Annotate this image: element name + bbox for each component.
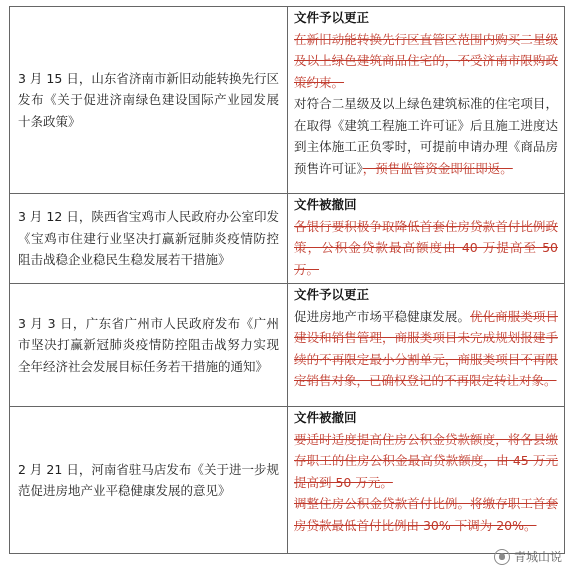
row-1-status-title: 文件予以更正	[294, 10, 370, 25]
row-3-source-cell	[10, 284, 288, 407]
row-3-retained-text: 促进房地产市场平稳健康发展。	[294, 308, 471, 324]
wechat-logo-icon	[494, 549, 510, 565]
row-1-struck-text: 在新旧动能转换先行区直管区范围内购买二星级及以上绿色建筑商品住宅的，不受济南市限购政策约束。	[294, 31, 558, 90]
row-3-source-text: 3 月 3 日，广东省广州市人民政府发布《广州市坚决打赢新冠肺炎疫情防控阻击战努力实现全年经济社会发展目标任务若干措施的通知》	[18, 315, 279, 374]
policy-table	[9, 6, 565, 554]
row-1-source-cell	[10, 7, 288, 194]
row-2-source-cell	[10, 194, 288, 284]
row-3-struck-text: 优化商服类项目建设和销售管理，商服类项目未完成规划报建手续的不再限定最小分割单元，商服类项目不再限定销售对象，已确权登记的不再限定转让对象。	[294, 308, 558, 388]
table-row	[10, 284, 565, 407]
table-row	[10, 407, 565, 554]
row-3-status-title: 文件予以更正	[294, 287, 370, 302]
row-3-change-cell	[288, 284, 565, 407]
row-1-struck-tail: ，预售监管资金即征即返。	[362, 160, 513, 176]
watermark	[494, 548, 562, 565]
row-1-change-cell	[288, 7, 565, 194]
row-4-status-title: 文件被撤回	[294, 410, 357, 425]
row-2-status-title: 文件被撤回	[294, 197, 357, 212]
row-4-struck-text-2: 调整住房公积金贷款首付比例。将缴存职工首套房贷款最低首付比例由 30% 下调为 20%。	[294, 496, 558, 533]
table-row	[10, 194, 565, 284]
table-row	[10, 7, 565, 194]
row-2-change-cell	[288, 194, 565, 284]
row-4-source-text: 2 月 21 日，河南省驻马店发布《关于进一步规范促进房地产业平稳健康发展的意见》	[18, 461, 279, 498]
row-1-retained-text: 对符合二星级及以上绿色建筑标准的住宅项目，在取得《建筑工程施工许可证》后且施工进度达到主体施工正负零时，可提前申请办理《商品房预售许可证》	[294, 96, 558, 176]
row-1-source-text: 3 月 15 日，山东省济南市新旧动能转换先行区发布《关于促进济南绿色建设国际产业园发展十条政策》	[18, 70, 279, 129]
row-4-change-cell	[288, 407, 565, 554]
watermark-text: 青城山说	[513, 550, 562, 564]
row-4-struck-text-1: 要适时适度提高住房公积金贷款额度，将各县缴存职工的住房公积金最高贷款额度，由 45 万元提高到 50 万元。	[294, 431, 558, 490]
row-4-source-cell	[10, 407, 288, 554]
row-2-struck-text: 各银行要积极争取降低首套住房贷款首付比例政策，公积金贷款最高额度由 40 万提高至 50 万。	[294, 218, 558, 277]
row-2-source-text: 3 月 12 日，陕西省宝鸡市人民政府办公室印发《宝鸡市住建行业坚决打赢新冠肺炎疫情防控阻击战稳企业稳民生稳发展若干措施》	[18, 209, 279, 268]
